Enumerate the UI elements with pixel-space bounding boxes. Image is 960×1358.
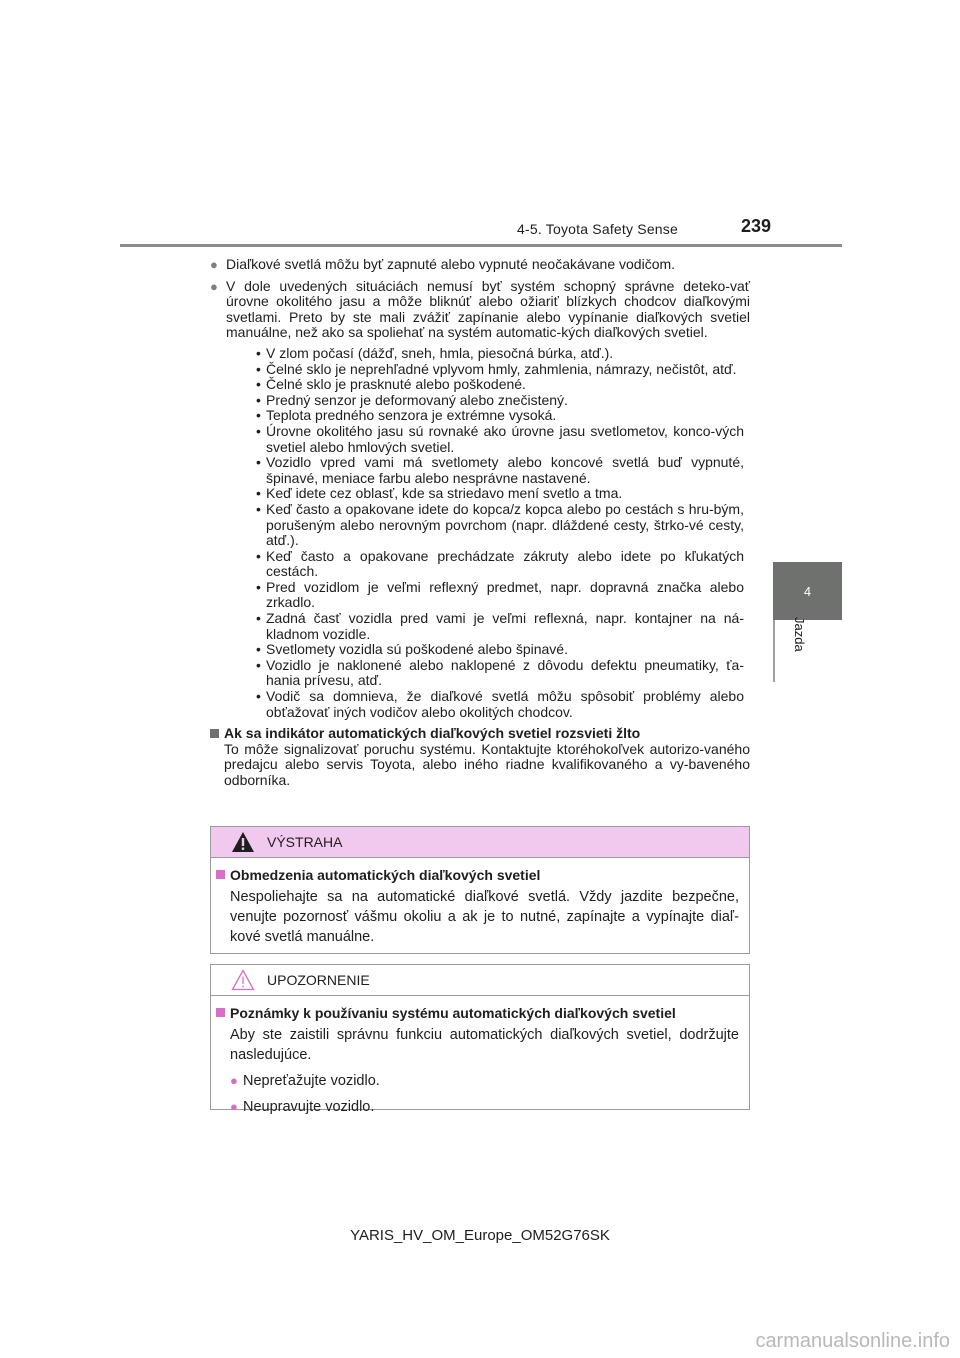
situation-item: • Keď často a opakovane prechádzate zákruty alebo idete po kľukatých cestách. [226, 549, 744, 580]
main-content [210, 257, 750, 789]
situation-item: • Čelné sklo je neprehľadné vplyvom hmly, zahmlenia, námrazy, nečistôt, atď. [226, 362, 744, 378]
square-bullet-icon [210, 729, 219, 738]
warning-text: Nespoliehajte sa na automatické diaľkové svetlá. Vždy jazdite bezpečne, venujte pozornosť vášmu okoliu a ak je to nutné, zapínajte a vypínajte diaľ-kové svetlá manuálne. [230, 889, 739, 945]
warning-title: VÝSTRAHA [267, 834, 343, 850]
situation-item: • Keď idete cez oblasť, kde sa striedavo mení svetlo a tma. [226, 486, 744, 502]
warning-triangle-icon [231, 831, 255, 853]
page-number: 239 [741, 216, 772, 236]
section-body: To môže signalizovať poruchu systému. Kontaktujte ktoréhokoľvek autorizo-vaného predajcu alebo servis Toyota, alebo iného riadne kvalifikovaného a vy-baveného odborníka. [224, 740, 750, 788]
section-title: 4-5. Toyota Safety Sense [517, 221, 678, 237]
notice-item [216, 1071, 739, 1091]
section-heading-text: Ak sa indikátor automatických diaľkových svetiel rozsvieti žlto [224, 725, 641, 742]
situation-item: • Vozidlo vpred vami má svetlomety alebo koncové svetlá buď vypnuté, špinavé, meniace farbu alebo nesprávne nastavené. [226, 455, 744, 486]
bullet-dot-icon: ● [210, 257, 218, 272]
chapter-tab [773, 562, 842, 620]
situation-item: • Keď často a opakovane idete do kopca/z kopca alebo po cestách s hru-bým, porušeným alebo nerovným povrchom (napr. dláždené cesty, štrko-vé cesty, atď.). [226, 502, 744, 549]
square-bullet-icon [216, 1008, 225, 1017]
warning-box [210, 826, 750, 954]
document-code: YARIS_HV_OM_Europe_OM52G76SK [350, 1227, 610, 1244]
header-rule [120, 244, 842, 247]
bullet-dot-icon: ● [230, 1073, 238, 1088]
warning-body [211, 858, 749, 947]
situation-item: • Čelné sklo je prasknuté alebo poškodené. [226, 377, 744, 393]
situation-item: • Pred vozidlom je veľmi reflexný predmet, napr. dopravná značka alebo zrkadlo. [226, 580, 744, 611]
chapter-number: 4 [803, 583, 812, 599]
notice-box [210, 964, 750, 1115]
watermark: carmanualsonline.info [755, 1330, 950, 1352]
bullet-text: Diaľkové svetlá môžu byť zapnuté alebo vypnuté neočakávane vodičom. [226, 256, 676, 272]
situation-item: • Svetlomety vozidla sú poškodené alebo špinavé. [226, 642, 744, 658]
warning-subheading-text: Obmedzenia automatických diaľkových svetiel [230, 867, 541, 883]
bullet-paragraph [210, 279, 750, 721]
notice-text: Aby ste zaistili správnu funkciu automatických diaľkových svetiel, dodržujte nasledujúce. [230, 1027, 739, 1063]
situation-item: • Vozidlo je naklonené alebo naklopené z dôvodu defektu pneumatiky, ťa-hania prívesu, atď. [226, 658, 744, 689]
notice-item-text: Nepreťažujte vozidlo. [243, 1073, 380, 1089]
warning-subheading [216, 866, 739, 884]
square-bullet-icon [216, 870, 225, 879]
notice-item-text: Neupravujte vozidlo. [243, 1099, 375, 1115]
situation-list [226, 346, 750, 720]
situation-item: • Vodič sa domnieva, že diaľkové svetlá môžu spôsobiť problémy alebo obťažovať iných vodičov alebo okolitých chodcov. [226, 689, 744, 720]
notice-header [211, 965, 749, 996]
situation-item: • Zadná časť vozidla pred vami je veľmi reflexná, napr. kontajner na ná-kladnom vozidle. [226, 611, 744, 642]
situation-item: • V zlom počasí (dážď, sneh, hmla, piesočná búrka, atď.). [226, 346, 744, 362]
notice-body [211, 996, 749, 1117]
caution-triangle-icon [231, 969, 255, 991]
situation-item: • Teplota predného senzora je extrémne vysoká. [226, 408, 744, 424]
bullet-dot-icon: ● [230, 1099, 238, 1114]
section-heading [210, 726, 750, 742]
situation-item: • Úrovne okolitého jasu sú rovnaké ako úrovne jasu svetlometov, konco-vých svetiel alebo hmlových svetiel. [226, 424, 744, 455]
warning-header [211, 827, 749, 858]
notice-subheading [216, 1004, 739, 1022]
notice-title: UPOZORNENIE [267, 972, 370, 988]
notice-subheading-text: Poznámky k používaniu systému automatických diaľkových svetiel [230, 1005, 676, 1021]
chapter-tab-rule [773, 620, 775, 682]
chapter-label: Jazda [792, 617, 807, 652]
bullet-text: V dole uvedených situáciách nemusí byť systém schopný správne deteko-vať úrovne okolitého jasu a môže bliknúť alebo ožiariť blízkych chodcov diaľkovými svetlami. Preto by ste mali zvážiť zapínanie alebo vypínanie diaľkových svetiel manuálne, než ako sa spoliehať na systém automatic-kých diaľkových svetiel. [226, 277, 750, 341]
notice-item [216, 1097, 739, 1117]
bullet-dot-icon: ● [210, 278, 218, 294]
situation-item: • Predný senzor je deformovaný alebo znečistený. [226, 393, 744, 409]
bullet-paragraph [210, 257, 750, 273]
